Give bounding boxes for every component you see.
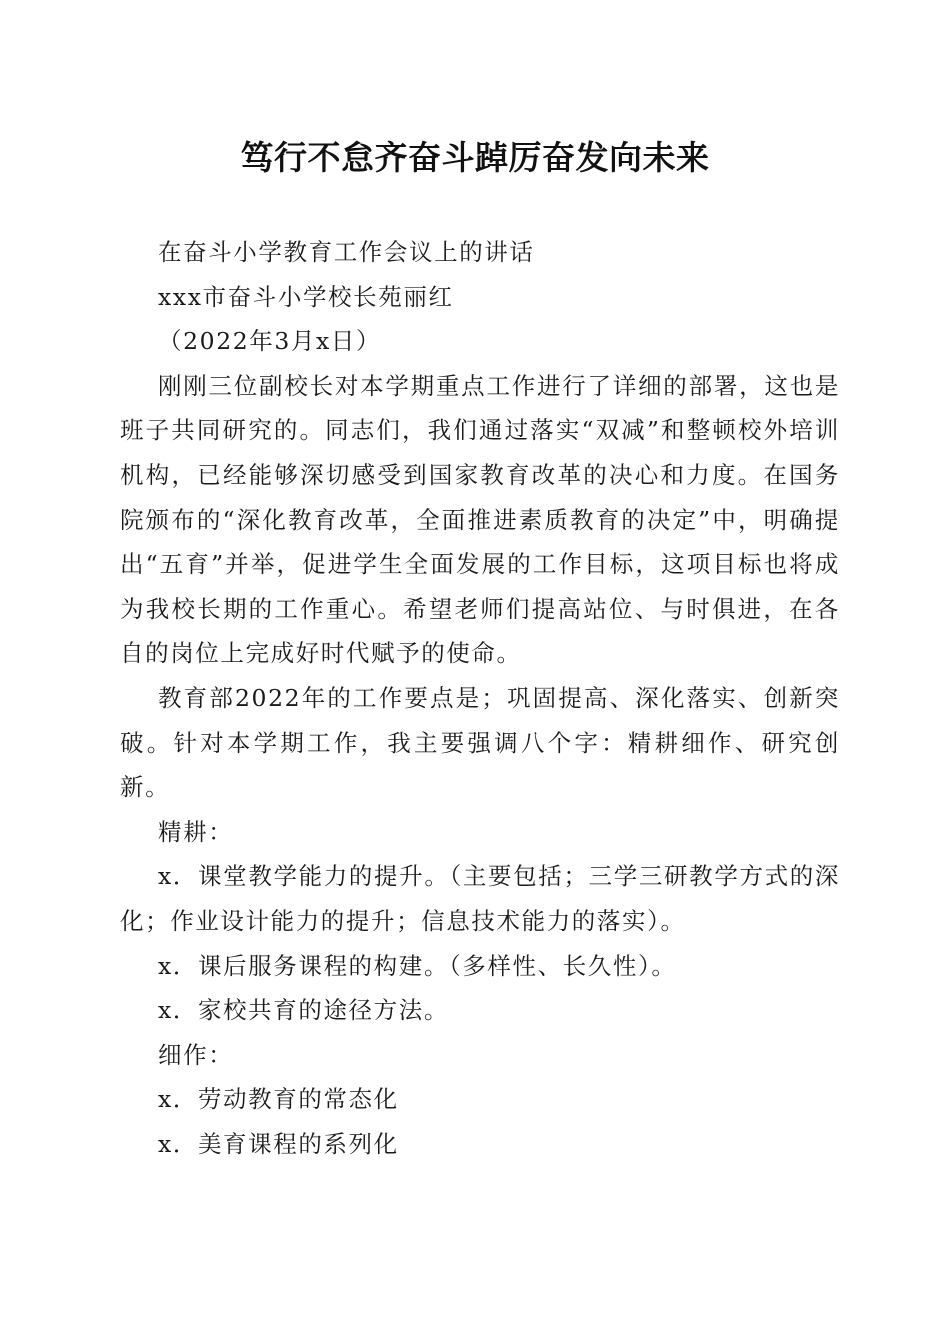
list-item: x．家校共育的途径方法。 — [158, 996, 449, 1025]
section-heading-jinggeng: 精耕： — [158, 817, 234, 846]
list-item: x．劳动教育的常态化 — [158, 1085, 399, 1114]
list-item: x．课堂教学能力的提升。（主要包括；三学三研教学方式的深化；作业设计能力的提升；信息技术能力的落实）。 — [120, 862, 840, 935]
speaker-line: xxx市奋斗小学校长苑丽红 — [158, 282, 454, 311]
speech-occasion: 在奋斗小学教育工作会议上的讲话 — [158, 238, 535, 266]
paragraph-key-points: 教育部2022年的工作要点是；巩固提高、深化落实、创新突破。针对本学期工作，我主要强调八个字：精耕细作、研究创新。 — [120, 683, 840, 802]
document-body — [120, 230, 840, 1166]
document-title: 笃行不怠齐奋斗踔厉奋发向未来 — [240, 138, 710, 177]
paragraph-intro: 刚刚三位副校长对本学期重点工作进行了详细的部署，这也是班子共同研究的。同志们，我们通过落实“双减”和整顿校外培训机构，已经能够深切感受到国家教育改革的决心和力度。在国务院颁布的“深化教育改革，全面推进素质教育的决定”中，明确提出“五育”并举，促进学生全面发展的工作目标，这项目标也将成为我校长期的工作重心。希望老师们提高站位、与时俱进，在各自的岗位上完成好时代赋予的使命。 — [120, 371, 840, 668]
list-item: x．课后服务课程的构建。（多样性、长久性）。 — [158, 951, 677, 980]
list-item: x．美育课程的系列化 — [158, 1129, 399, 1158]
section-heading-xizuo: 细作： — [158, 1040, 234, 1069]
date-line: （2022年3月x日） — [158, 327, 382, 356]
